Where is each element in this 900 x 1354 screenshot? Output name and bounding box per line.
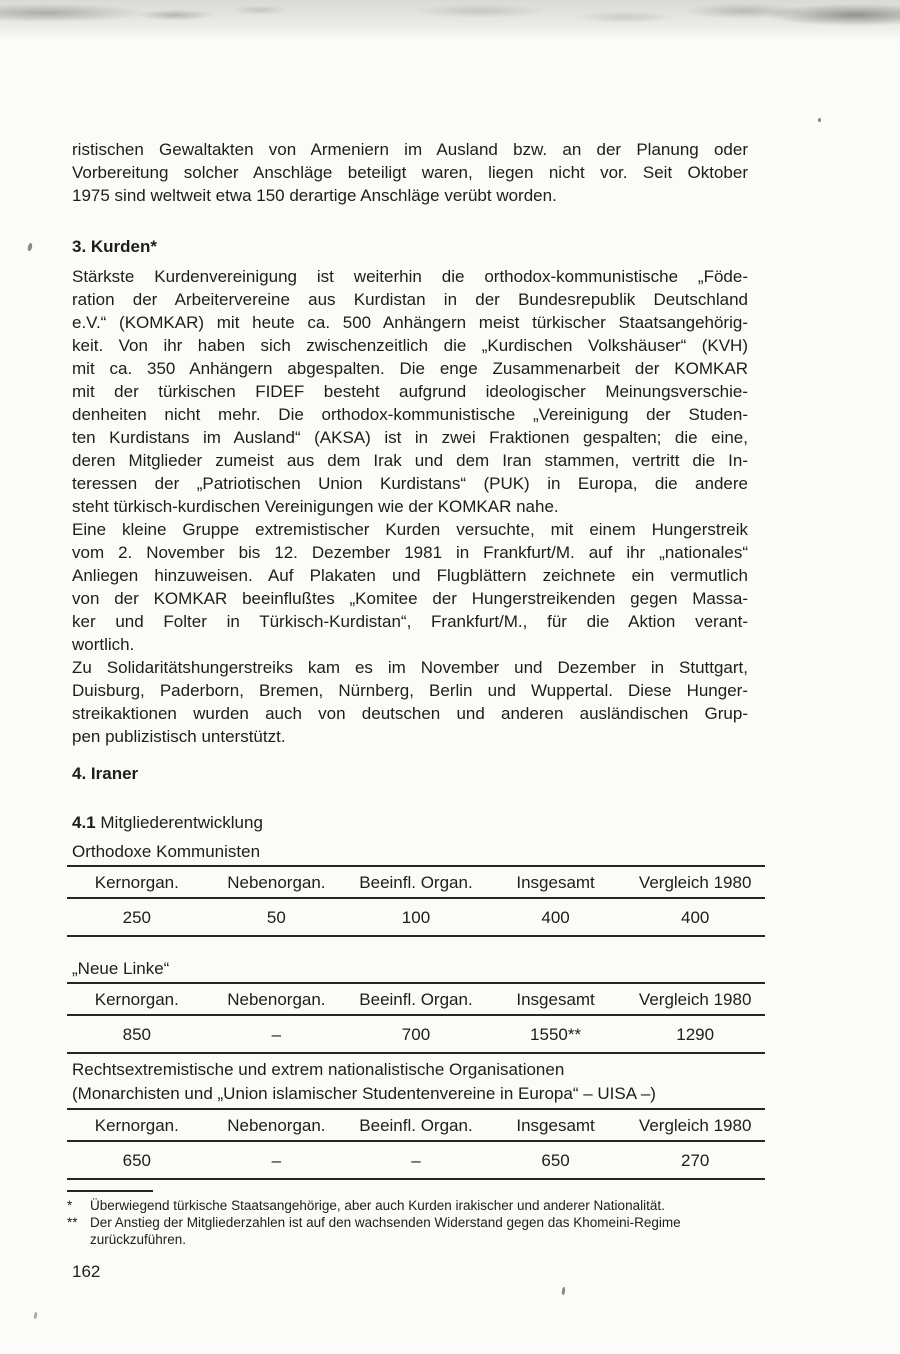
paragraph-hungerstreik xyxy=(72,518,748,656)
table-cell: 50 xyxy=(266,907,286,927)
table-cell: 250 xyxy=(122,907,151,927)
page-content xyxy=(67,138,752,1283)
table-cell: 700 xyxy=(401,1024,431,1044)
text-line: pen publizistisch unterstützt. xyxy=(72,727,286,746)
scan-speck xyxy=(561,1287,565,1295)
table-cell: Kernorgan. xyxy=(94,1115,179,1135)
table-cell: Kernorgan. xyxy=(94,872,179,892)
table-header-row xyxy=(67,865,765,899)
table-cell: Kernorgan. xyxy=(94,989,179,1009)
table-cell: – xyxy=(271,1150,282,1170)
table-cell: Vergleich 1980 xyxy=(638,989,752,1009)
footnote-text: Überwiegend türkische Staatsangehörige, aber auch Kurden irakischer und anderer Nationalität. xyxy=(90,1198,665,1213)
paragraph-armenian-intro xyxy=(72,138,748,207)
text-line: Zu Solidaritätshungerstreiks kam es im November und Dezember in Stuttgart, xyxy=(72,658,748,677)
text-line: teressen der „Patriotischen Union Kurdistans“ (PUK) in Europa, die andere xyxy=(72,474,748,493)
table-data-row xyxy=(67,899,765,937)
paragraph-solidaritaet xyxy=(72,656,748,748)
paragraph-komkar xyxy=(72,265,748,518)
text-line: ten Kurdistans im Ausland“ (AKSA) ist in zwei Fraktionen gespalten; die eine, xyxy=(72,428,748,447)
table-cell: 400 xyxy=(541,907,570,927)
section-3-heading: 3. Kurden* xyxy=(72,237,158,256)
table-cell: 1550** xyxy=(530,1024,582,1044)
table-cell: 650 xyxy=(122,1150,151,1170)
membership-table-orthodoxe-kommunisten xyxy=(67,865,765,937)
footnote-1 xyxy=(67,1197,748,1214)
membership-table-rechtsextremistische xyxy=(67,1108,765,1180)
scan-speck xyxy=(818,118,821,122)
subsection-title: Mitgliederentwicklung xyxy=(100,813,263,832)
table-cell: Nebenorgan. xyxy=(227,1115,326,1135)
table-label-orthodoxe-kommunisten: Orthodoxe Kommunisten xyxy=(72,842,261,861)
table-cell: Beeinfl. Organ. xyxy=(359,989,473,1009)
footnote-marker: * xyxy=(67,1198,73,1213)
table-cell: 1290 xyxy=(676,1024,715,1044)
text-line: von der KOMKAR beeinflußtes „Komitee der Hungerstreikenden gegen Massa- xyxy=(72,589,748,608)
table-cell: Vergleich 1980 xyxy=(638,1115,752,1135)
table-label-neue-linke: „Neue Linke“ xyxy=(72,959,170,978)
table-cell: 400 xyxy=(680,907,710,927)
footnote-text: Der Anstieg der Mitgliederzahlen ist auf den wachsenden Widerstand gegen das Khomeini-Regime zurückzuführen. xyxy=(90,1215,681,1247)
table-header-row xyxy=(67,1108,765,1142)
table-cell: 100 xyxy=(401,907,431,927)
section-4-heading: 4. Iraner xyxy=(72,764,139,783)
text-line: vom 2. November bis 12. Dezember 1981 in Frankfurt/M. auf ihr „nationales“ xyxy=(72,543,748,562)
table-cell: 270 xyxy=(680,1150,710,1170)
page-number: 162 xyxy=(72,1262,101,1281)
table-cell: Insgesamt xyxy=(516,872,595,892)
text-line: streikaktionen wurden auch von deutschen und anderen ausländischen Grup- xyxy=(72,704,748,723)
table-label-line-1: Rechtsextremistische und extrem nationalistische Organisationen xyxy=(72,1060,565,1079)
text-line: 1975 sind weltweit etwa 150 derartige Anschläge verübt worden. xyxy=(72,186,557,205)
text-line: Duisburg, Paderborn, Bremen, Nürnberg, Berlin und Wuppertal. Diese Hunger- xyxy=(72,681,748,700)
table-cell: Insgesamt xyxy=(516,1115,595,1135)
table-cell: Beeinfl. Organ. xyxy=(359,1115,473,1135)
text-line: ristischen Gewaltakten von Armeniern im Ausland bzw. an der Planung oder xyxy=(72,140,748,159)
text-line: Stärkste Kurdenvereinigung ist weiterhin die orthodox-kommunistische „Föde- xyxy=(72,267,748,286)
text-line: steht türkisch-kurdischen Vereinigungen wie der KOMKAR nahe. xyxy=(72,497,559,516)
subsection-number: 4.1 xyxy=(72,813,96,832)
text-line: ker und Folter in Türkisch-Kurdistan“, Frankfurt/M., für die Aktion verant- xyxy=(72,612,748,631)
text-line: mit der türkischen FIDEF besteht aufgrund ideologischer Meinungsverschie- xyxy=(72,382,748,401)
scan-artifact-top xyxy=(0,0,900,42)
text-line: ration der Arbeitervereine aus Kurdistan in der Bundesrepublik Deutschland xyxy=(72,290,748,309)
table-data-row xyxy=(67,1142,765,1180)
table-cell: 650 xyxy=(541,1150,570,1170)
text-line: mit ca. 350 Anhängern abgespalten. Die enge Zusammenarbeit der KOMKAR xyxy=(72,359,748,378)
text-line: Anliegen hinzuweisen. Auf Plakaten und Flugblättern zeichnete ein vermutlich xyxy=(72,566,748,585)
table-data-row xyxy=(67,1016,765,1054)
text-line: Eine kleine Gruppe extremistischer Kurden versuchte, mit einem Hungerstreik xyxy=(72,520,748,539)
section-4-1-heading xyxy=(72,811,748,834)
scan-speck xyxy=(27,243,33,252)
table-cell: Beeinfl. Organ. xyxy=(359,872,473,892)
text-line: keit. Von ihr haben sich zwischenzeitlich die „Kurdischen Volkshäuser“ (KVH) xyxy=(72,336,748,355)
footnote-marker: ** xyxy=(67,1215,78,1230)
table-cell: – xyxy=(411,1150,421,1170)
table-cell: Insgesamt xyxy=(516,989,595,1009)
scan-speck xyxy=(33,1312,37,1319)
table-cell: Nebenorgan. xyxy=(227,989,326,1009)
table-cell: 850 xyxy=(122,1024,151,1044)
text-line: deren Mitglieder zumeist aus dem Irak und dem Iran stammen, vertritt die In- xyxy=(72,451,748,470)
footnote-separator xyxy=(67,1190,153,1192)
table-label-line-2: (Monarchisten und „Union islamischer Studentenvereine in Europa“ – UISA –) xyxy=(72,1084,656,1103)
text-line: wortlich. xyxy=(72,635,135,654)
table-cell: – xyxy=(271,1024,282,1044)
text-line: Vorbereitung solcher Anschläge beteiligt waren, liegen nicht vor. Seit Oktober xyxy=(72,163,748,182)
table-cell: Nebenorgan. xyxy=(227,872,326,892)
table-label-rechtsextremistische xyxy=(72,1058,748,1106)
table-cell: Vergleich 1980 xyxy=(638,872,752,892)
text-line: denheiten nicht mehr. Die orthodox-kommunistische „Vereinigung der Studen- xyxy=(72,405,748,424)
membership-table-neue-linke xyxy=(67,982,765,1054)
footnote-2 xyxy=(67,1214,748,1248)
text-line: e.V.“ (KOMKAR) mit heute ca. 500 Anhängern meist türkischer Staatsangehörig- xyxy=(72,313,748,332)
table-header-row xyxy=(67,982,765,1016)
